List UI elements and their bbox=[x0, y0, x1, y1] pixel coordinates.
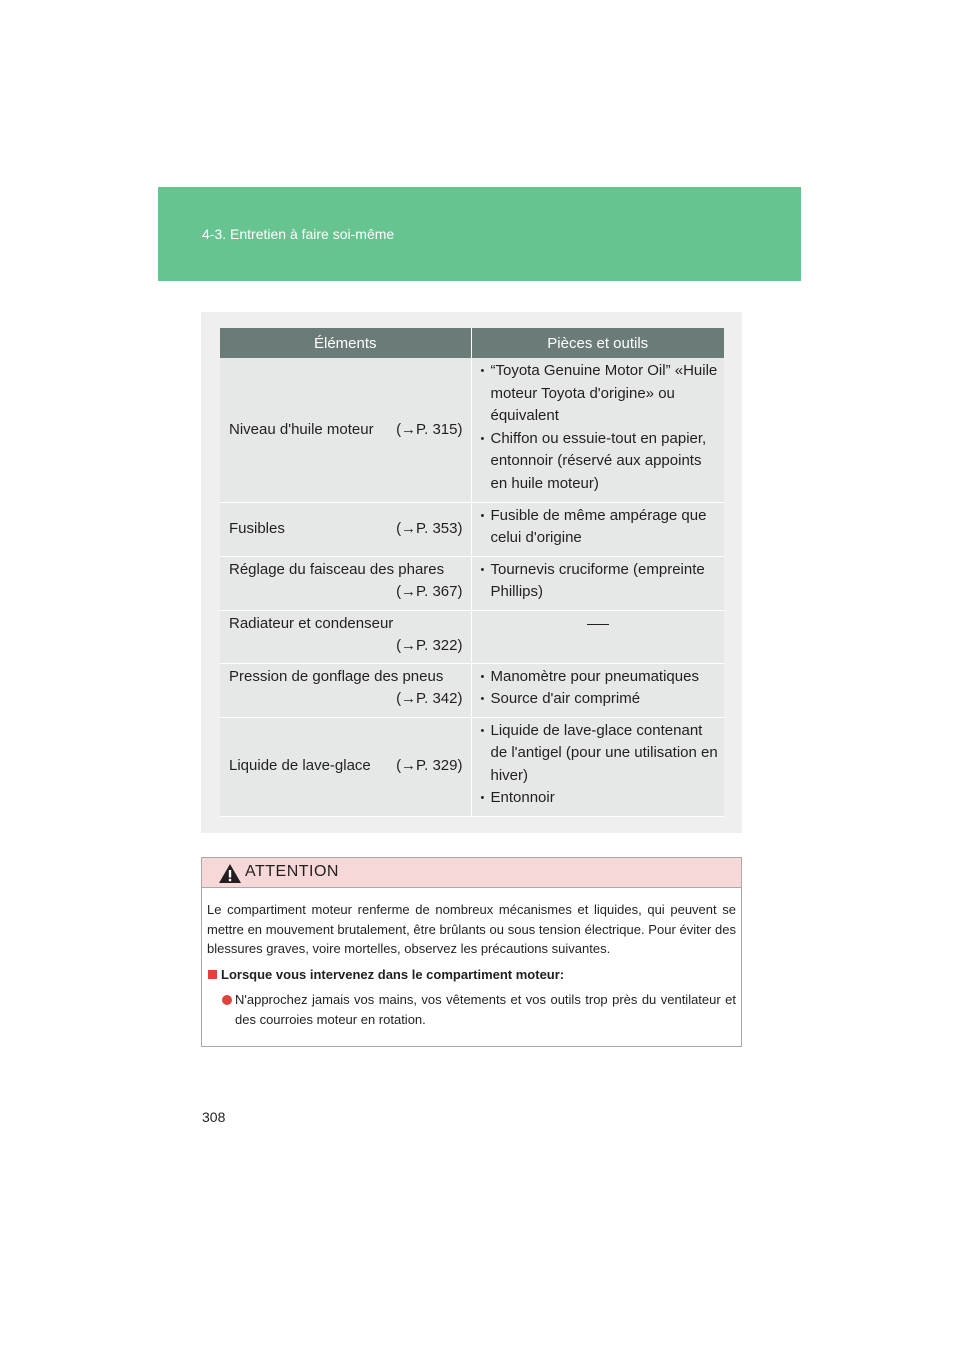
table-row bbox=[220, 663, 724, 717]
page-reference-link[interactable]: (→P. 367) bbox=[396, 583, 463, 600]
tool-item: • Tournevis cruciforme (empreinte Phillips) bbox=[481, 559, 721, 604]
element-label: Radiateur et condenseur bbox=[229, 614, 394, 632]
tools-cell bbox=[471, 610, 724, 663]
tools-cell bbox=[471, 502, 724, 556]
maintenance-table-panel bbox=[201, 312, 742, 833]
table-row bbox=[220, 610, 724, 663]
warning-box bbox=[201, 857, 742, 1047]
element-label: Niveau d'huile moteur bbox=[229, 420, 374, 438]
tools-cell bbox=[471, 663, 724, 717]
page-reference-link[interactable]: (→P. 342) bbox=[396, 690, 463, 707]
table-row bbox=[220, 556, 724, 610]
maintenance-table bbox=[220, 328, 724, 817]
tools-cell bbox=[471, 358, 724, 502]
warning-intro: Le compartiment moteur renferme de nombreux mécanismes et liquides, qui peuvent se mettre en mouvement brutalement, être brûlants ou sous tension électrique. Pour éviter des blessures graves, voire mortelles, observez les précautions suivantes. bbox=[207, 902, 736, 956]
element-label: Pression de gonflage des pneus bbox=[229, 667, 444, 685]
element-cell bbox=[220, 358, 471, 502]
element-cell bbox=[220, 663, 471, 717]
section-header-band bbox=[158, 187, 801, 281]
page-reference-link[interactable]: (→P. 353) bbox=[396, 519, 463, 537]
tool-item: • Manomètre pour pneumatiques bbox=[481, 666, 721, 689]
page-reference-link[interactable]: (→P. 329) bbox=[396, 757, 463, 775]
tool-item: • Liquide de lave-glace contenant de l'antigel (pour une utilisation en hiver) bbox=[481, 720, 721, 788]
tool-item: • Chiffon ou essuie-tout en papier, entonnoir (réservé aux appoints en huile moteur) bbox=[481, 428, 721, 496]
page-reference-link[interactable]: (→P. 322) bbox=[396, 637, 463, 654]
element-cell bbox=[220, 556, 471, 610]
element-label: Liquide de lave-glace bbox=[229, 757, 371, 775]
tools-cell bbox=[471, 556, 724, 610]
table-row bbox=[220, 358, 724, 502]
tools-cell bbox=[471, 717, 724, 816]
element-label: Réglage du faisceau des phares bbox=[229, 560, 445, 578]
warning-title: ATTENTION bbox=[245, 863, 339, 880]
warning-header bbox=[202, 858, 741, 888]
element-cell bbox=[220, 502, 471, 556]
table-row bbox=[220, 502, 724, 556]
element-label: Fusibles bbox=[229, 519, 285, 537]
empty-dash bbox=[587, 624, 609, 625]
page-reference-link[interactable]: (→P. 315) bbox=[396, 420, 463, 438]
warning-subheading-text: Lorsque vous intervenez dans le compartiment moteur: bbox=[221, 966, 565, 982]
table-row bbox=[220, 717, 724, 816]
section-title: 4-3. Entretien à faire soi-même bbox=[202, 226, 395, 242]
warning-bullet bbox=[207, 990, 736, 1029]
tool-item: • Entonnoir bbox=[481, 787, 721, 810]
column-header-tools: Pièces et outils bbox=[471, 328, 724, 358]
warning-triangle-icon bbox=[218, 863, 242, 889]
warning-subheading bbox=[207, 965, 736, 985]
tool-item: • Source d'air comprimé bbox=[481, 688, 721, 711]
tool-item: • “Toyota Genuine Motor Oil” «Huile moteur Toyota d'origine» ou équivalent bbox=[481, 360, 721, 428]
page-number: 308 bbox=[202, 1109, 226, 1125]
warning-bullet-text: N'approchez jamais vos mains, vos vêtements et vos outils trop près du ventilateur et des courroies moteur en rotation. bbox=[235, 992, 736, 1027]
table-header-row bbox=[220, 328, 724, 358]
red-square-icon bbox=[208, 970, 217, 979]
tool-item: • Fusible de même ampérage que celui d'origine bbox=[481, 505, 721, 550]
element-cell bbox=[220, 717, 471, 816]
red-bullet-icon bbox=[222, 995, 232, 1005]
element-cell bbox=[220, 610, 471, 663]
column-header-elements: Éléments bbox=[220, 328, 471, 358]
